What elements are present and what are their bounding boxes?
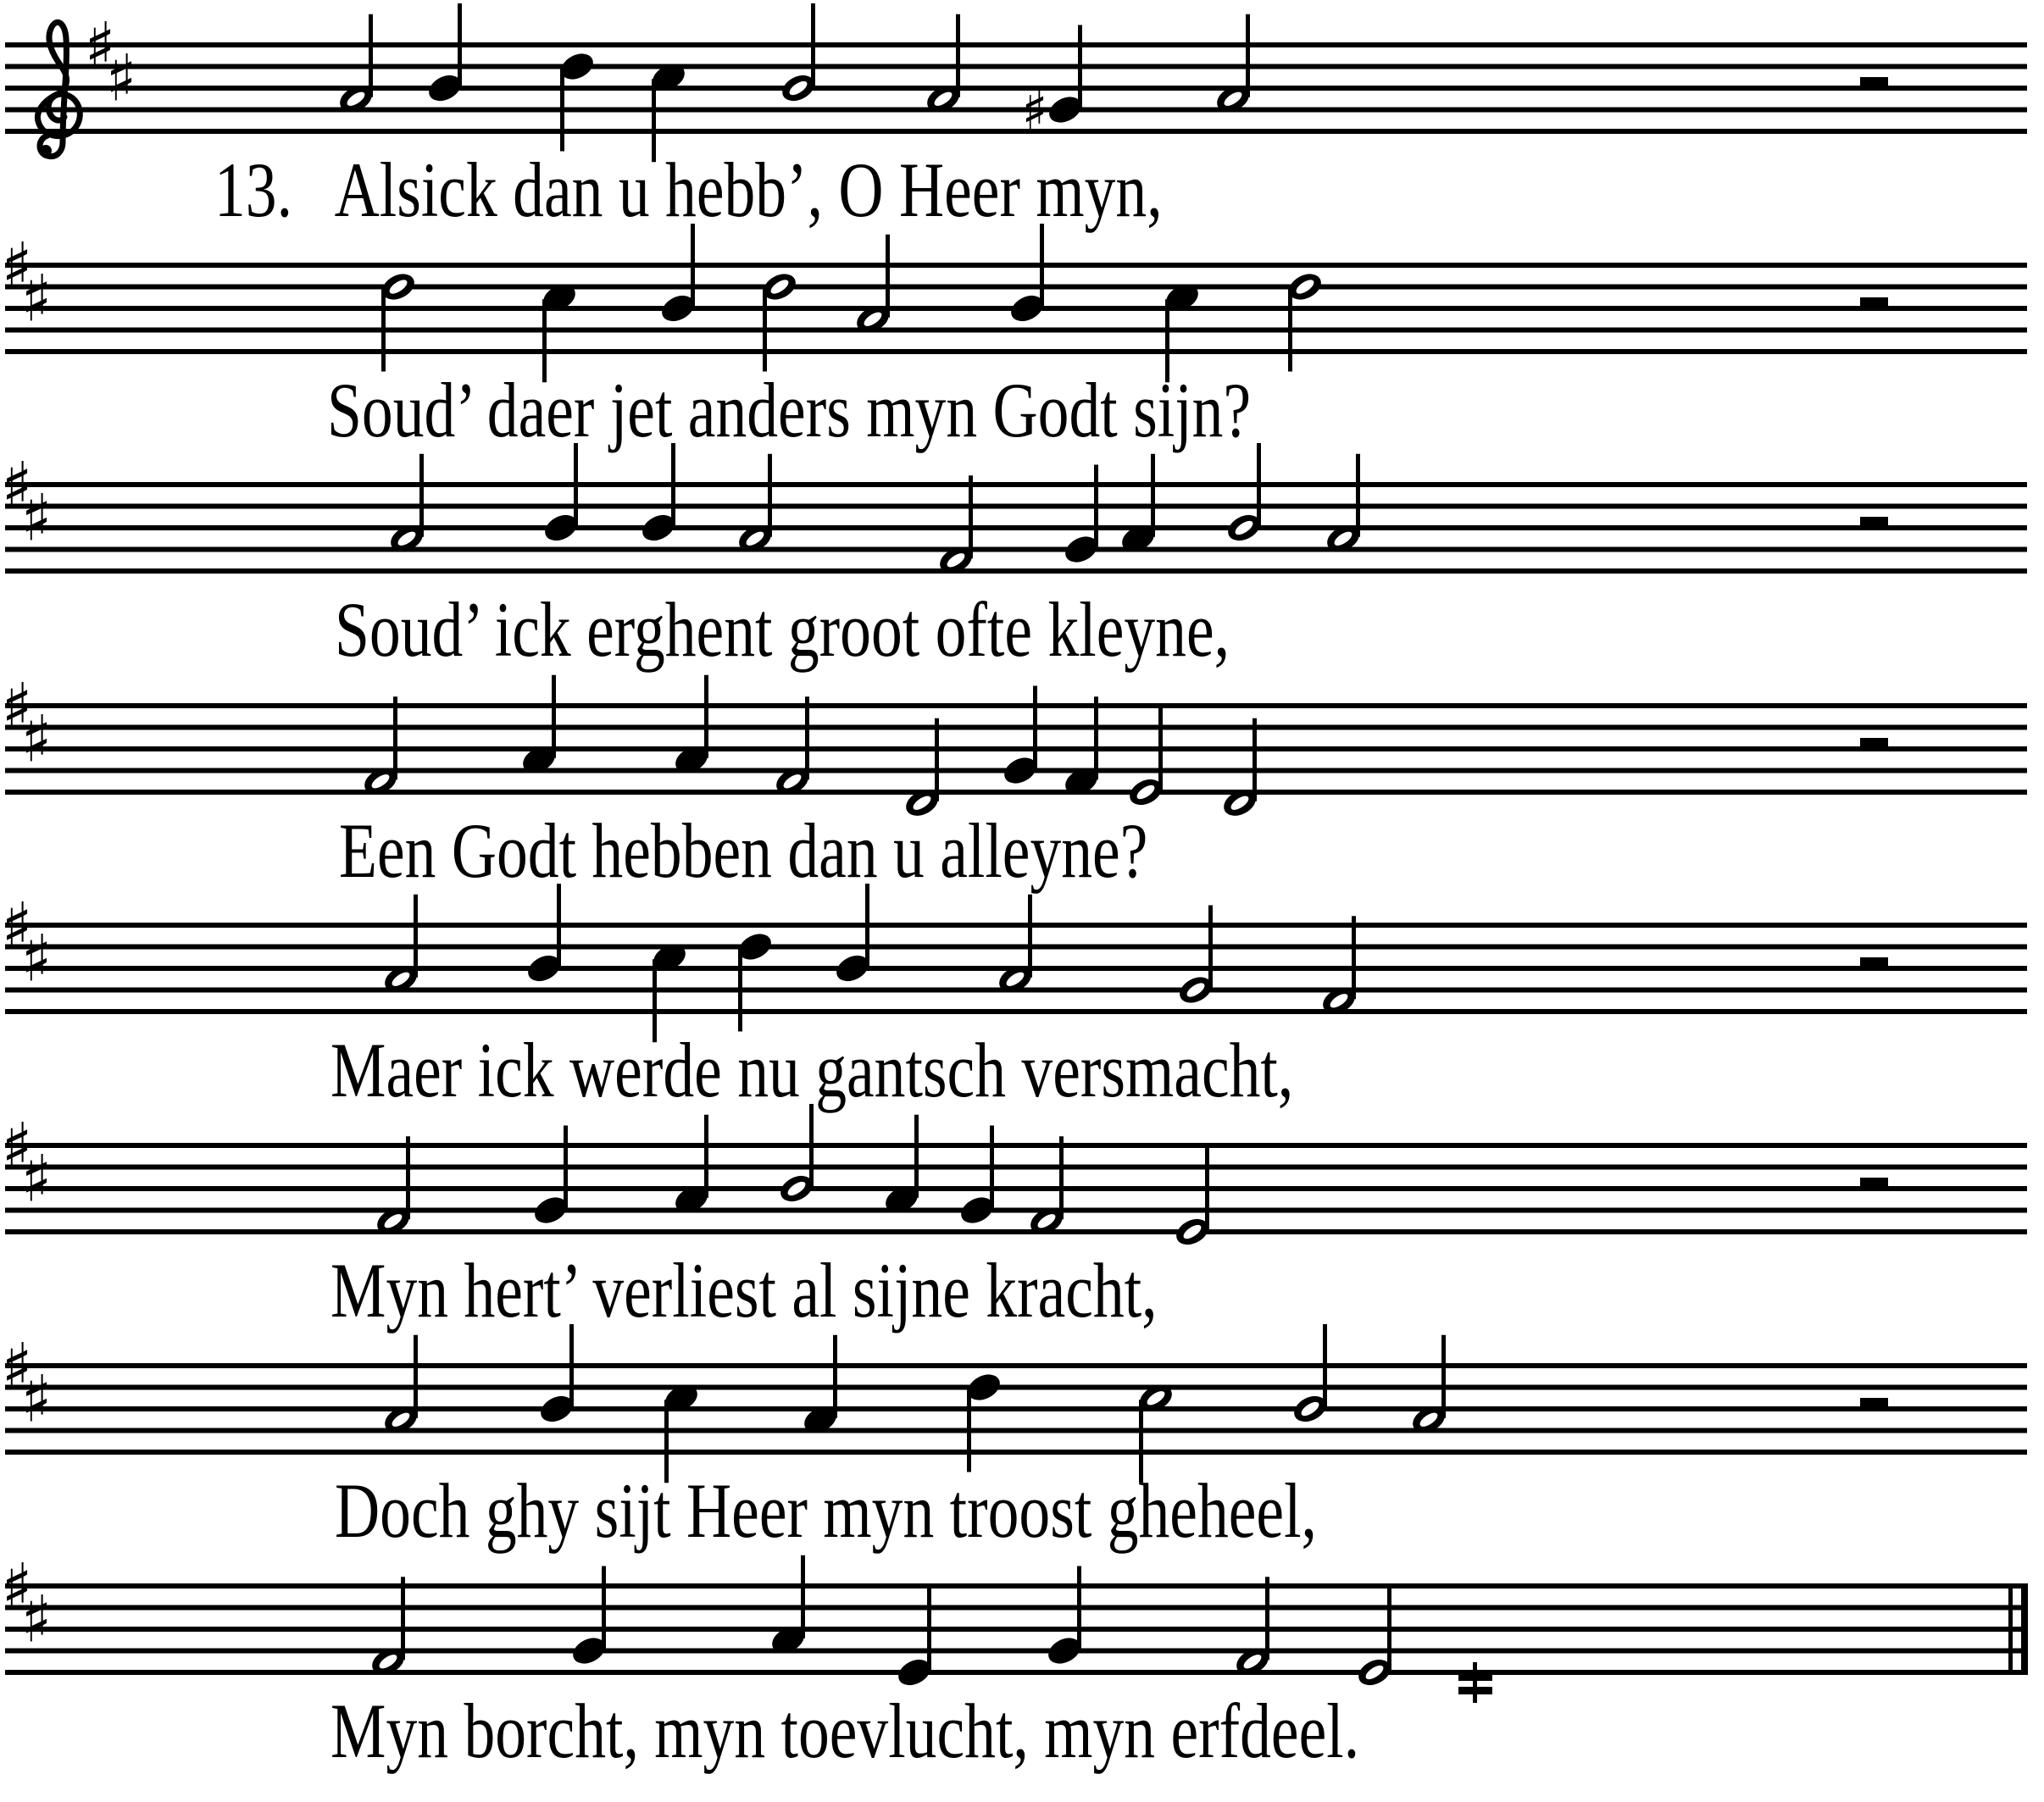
staff-line [5,568,2027,574]
note-stem [969,475,973,558]
lyric-line-4 [339,807,1148,894]
note-stem [393,696,397,779]
note-stem [1352,916,1356,999]
staff-line [5,525,2027,530]
system-1 [5,3,2027,162]
note-stem [458,3,462,86]
final-barline [2008,1583,2013,1675]
note-stem [602,1566,606,1650]
note-stem [1077,1566,1081,1650]
rest [1860,1178,1888,1189]
lyric-line-1 [214,147,1163,233]
sharp-icon: ♯ [84,8,116,84]
key-signature [85,8,137,115]
sharp-icon: ♯ [1,228,33,304]
note-stem [927,1588,931,1671]
end-mark [1458,1662,1492,1703]
final-barline [2021,1583,2028,1675]
sharp-icon: ♯ [1,668,33,745]
note-stem [768,454,772,537]
note-stem [1257,443,1261,526]
staff-line [5,263,2027,268]
lyric-line-8 [330,1688,1360,1774]
staff-line [5,790,2027,795]
note-stem [1158,707,1163,790]
staff-line [5,1670,2027,1675]
note-stem [401,1577,405,1660]
lyric-text: Maer ick werde nu gantsch versmacht, [330,1027,1294,1113]
staff-line [5,1605,2027,1611]
rest [1860,1398,1888,1409]
lyric-text: Soud’ ick erghent groot ofte kleyne, [335,586,1230,673]
rest [1860,957,1888,968]
note-stem [1253,718,1257,801]
note-stem [1288,289,1292,372]
staff-line [5,64,2027,69]
staff-line [5,42,2027,47]
sharp-icon: ♯ [1021,80,1048,143]
key-signature [2,888,53,995]
staff-line [5,1649,2027,1654]
note-stem [1441,1335,1446,1418]
lyric-text: Een Godt hebben dan u alleyne? [339,807,1148,894]
system-2 [2,224,2027,382]
rest [1860,738,1888,749]
note-stem [1205,1147,1209,1230]
note-stem [1208,906,1213,989]
note-stem [805,696,809,779]
verse-number: 13. [214,147,292,233]
key-signature [2,447,53,555]
staff-line [5,349,2027,354]
note-stem [833,1335,837,1418]
staff-line [5,547,2027,552]
sharp-icon: ♯ [20,480,53,556]
lyric-text: Alsick dan u hebb’, O Heer myn, [334,147,1163,233]
system-8 [2,1549,2028,1703]
staff-line [5,1165,2027,1170]
staff-line [5,1229,2027,1234]
lyric-line-3 [335,586,1230,673]
sharp-icon: ♯ [1,1549,33,1625]
note-stem [406,1136,410,1219]
lyric-line-6 [330,1247,1158,1333]
note-stem [704,1115,708,1198]
note-stem [671,443,675,526]
sharp-icon: ♯ [1,1108,33,1184]
lyric-line-2 [327,367,1252,453]
note-stem [1033,686,1037,769]
staff-line [5,746,2027,751]
note-stem [1265,1577,1269,1660]
system-3 [2,443,2027,578]
note-stem [552,675,556,758]
lyric-line-7 [335,1467,1317,1554]
lyric-text: Myn hert’ verliest al sijne kracht, [330,1247,1158,1333]
note-stem [914,1115,919,1198]
rest [1860,517,1888,528]
key-signature [2,228,53,335]
staff-line [5,1406,2027,1411]
staff-line [5,129,2027,134]
note-stem [801,1555,805,1638]
sharp-icon: ♯ [20,920,53,996]
sharp-icon: ♯ [20,1581,53,1657]
staff-line [5,1627,2027,1632]
note-stem [1356,454,1360,537]
sharp-icon: ♯ [20,260,53,336]
staff-line [5,945,2027,950]
note-stem [956,14,960,97]
staff-line [5,482,2027,487]
staff-line [5,703,2027,708]
note-stem [1094,465,1098,548]
note-stem [1246,14,1250,97]
note-stem [738,949,742,1032]
sharp-icon: ♯ [1,447,33,524]
note-stem [691,224,695,307]
note-stem [811,3,815,86]
staff-line [5,86,2027,91]
lyric-text: Myn borcht, myn toevlucht, myn erfdeel. [330,1688,1360,1774]
note-stem [763,289,767,372]
sharp-icon: ♯ [1,1328,33,1405]
note-stem [886,235,890,318]
staff-line [5,1583,2027,1589]
staff-line [5,923,2027,928]
note-stem [1094,696,1098,779]
system-6 [2,1104,2027,1250]
staff-line [5,725,2027,730]
note-stem [381,289,386,372]
note-stem [1323,1324,1327,1407]
rest [1860,77,1888,88]
note-stem [1028,895,1032,978]
note-stem [704,675,708,758]
note-stem [967,1389,971,1472]
sharp-icon: ♯ [105,40,137,116]
key-signature [2,1328,53,1436]
staff-line [5,1428,2027,1433]
note-stem [935,718,939,801]
system-5 [2,884,2027,1042]
staff-line [5,1363,2027,1368]
rest [1860,297,1888,308]
treble-clef-icon [40,145,52,157]
note-stem [809,1104,814,1187]
staff-line [5,1208,2027,1213]
note-stem [414,895,418,978]
staff-line [5,504,2027,509]
key-signature [2,668,53,776]
note-stem [1078,25,1082,108]
sharp-icon: ♯ [1,888,33,964]
note-stem [557,884,561,967]
lyric-text: Soud’ daer jet anders myn Godt sijn? [327,367,1252,453]
note-stem [569,1324,574,1407]
sharp-icon: ♯ [20,1140,53,1217]
key-signature [2,1549,53,1656]
note-stem [574,443,578,526]
key-signature [2,1108,53,1216]
staff-line [5,285,2027,290]
note-stem [414,1335,418,1418]
sharp-icon: ♯ [20,701,53,777]
staff-line [5,1450,2027,1455]
note-stem [1387,1588,1391,1671]
note-stem [1040,224,1044,307]
note-stem [564,1126,568,1209]
staff-line [5,1186,2027,1191]
staff-line [5,328,2027,333]
staff-line [5,1143,2027,1148]
lyric-text: Doch ghy sijt Heer myn troost gheheel, [335,1467,1317,1554]
sharp-icon: ♯ [20,1361,53,1437]
lyric-line-5 [330,1027,1294,1113]
staff-line [5,108,2027,113]
note-stem [1059,1136,1064,1219]
note-stem [369,14,373,97]
note-stem [990,1126,994,1209]
staff-line [5,1009,2027,1014]
note-stem [419,454,424,537]
staff-line [5,1385,2027,1390]
system-7 [2,1324,2027,1483]
note-stem [865,884,869,967]
note-stem [560,69,564,152]
system-4 [2,668,2027,820]
note-stem [1151,454,1155,537]
